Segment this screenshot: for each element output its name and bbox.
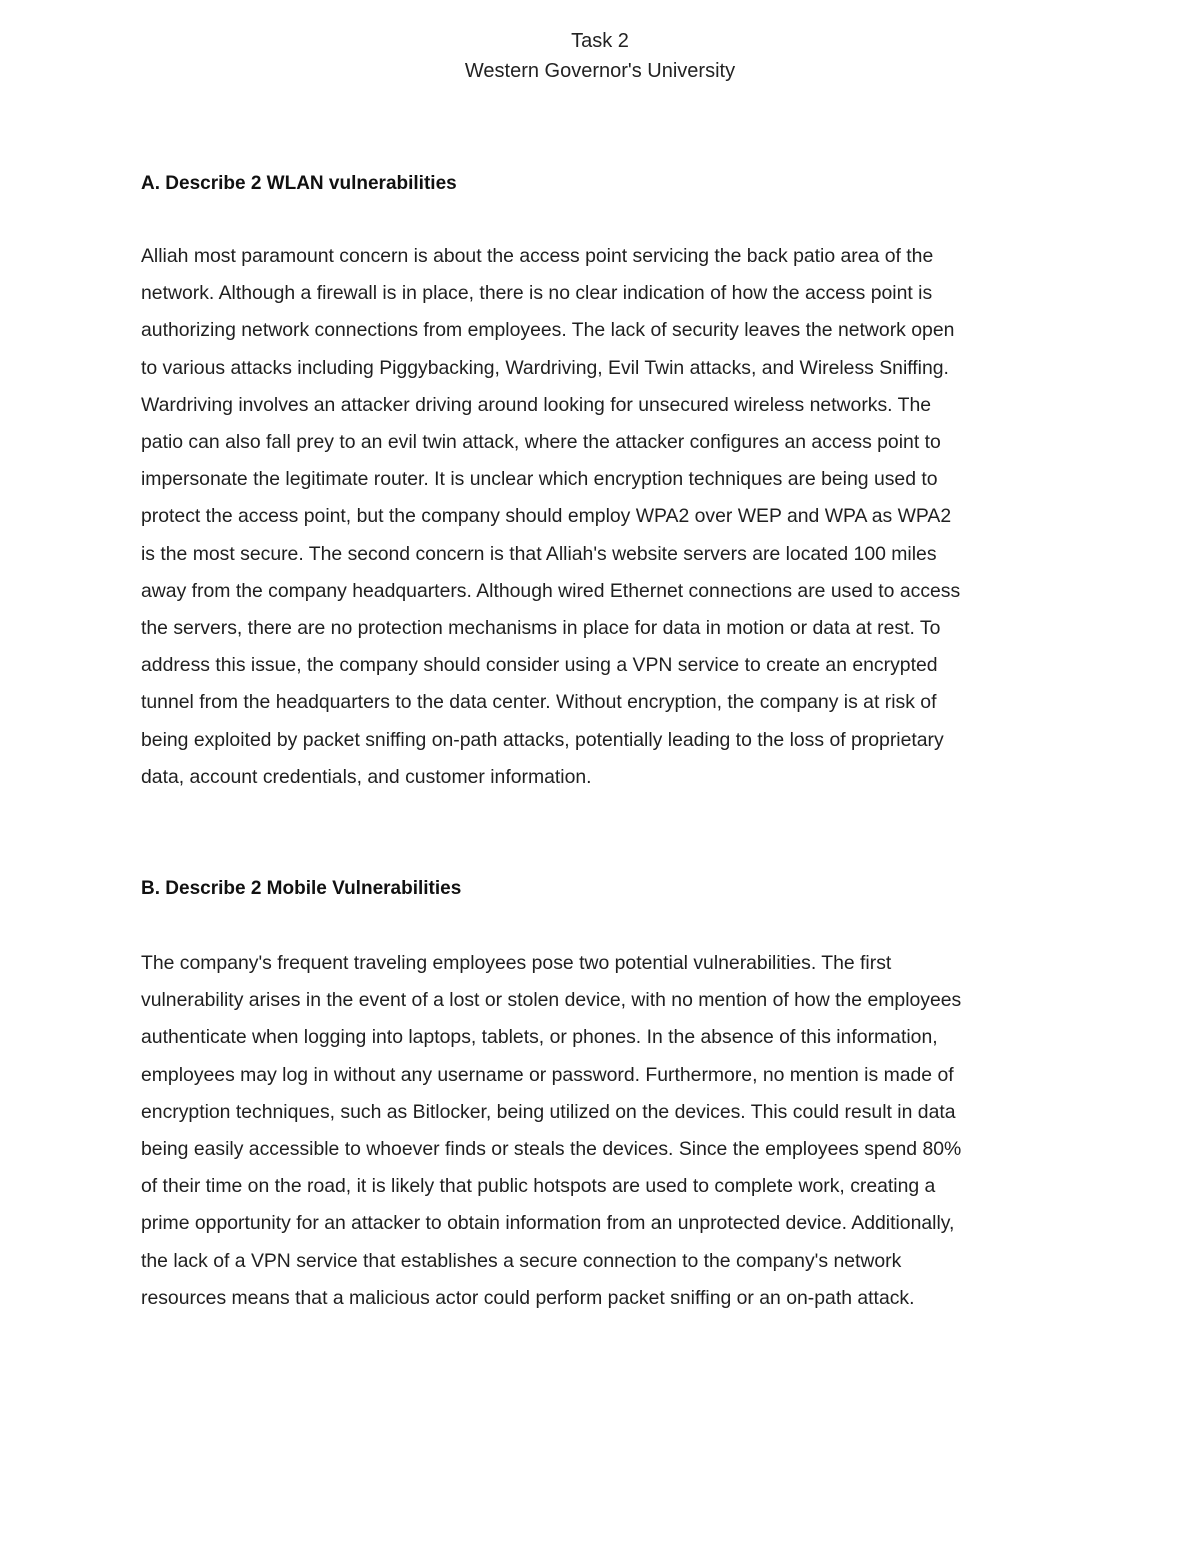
- paragraph-line: patio can also fall prey to an evil twin attack, where the attacker configures an access point to: [141, 431, 941, 454]
- paragraph-line: impersonate the legitimate router. It is unclear which encryption techniques are being used to: [141, 468, 938, 491]
- paragraph-line: Alliah most paramount concern is about the access point servicing the back patio area of the: [141, 245, 934, 267]
- paragraph-line: network. Although a firewall is in place, there is no clear indication of how the access point is: [141, 282, 933, 305]
- section-b-heading: B. Describe 2 Mobile Vulnerabilities: [141, 878, 462, 899]
- paragraph-line: employees may log in without any username or password. Furthermore, no mention is made of: [141, 1063, 954, 1086]
- paragraph-line: authenticate when logging into laptops, tablets, or phones. In the absence of this information,: [141, 1026, 938, 1049]
- paragraph-line: prime opportunity for an attacker to obtain information from an unprotected device. Additionally,: [141, 1212, 955, 1235]
- document-header: [0, 26, 1200, 86]
- paragraph-line: of their time on the road, it is likely that public hotspots are used to complete work, creating a: [141, 1175, 936, 1198]
- paragraph-line: is the most secure. The second concern is that Alliah's website servers are located 100 miles: [141, 542, 937, 565]
- section-a-paragraph: [141, 238, 1066, 796]
- paragraph-line: The company's frequent traveling employees pose two potential vulnerabilities. The first: [141, 952, 892, 974]
- paragraph-line: Wardriving involves an attacker driving around looking for unsecured wireless networks. The: [141, 393, 932, 416]
- paragraph-line: vulnerability arises in the event of a lost or stolen device, with no mention of how the employees: [141, 989, 962, 1012]
- paragraph-line: encryption techniques, such as Bitlocker, being utilized on the devices. This could result in data: [141, 1100, 956, 1123]
- paragraph-line: resources means that a malicious actor could perform packet sniffing or an on-path attack.: [141, 1286, 915, 1309]
- institution-name: Western Governor's University: [464, 60, 736, 82]
- document-title: Task 2: [571, 30, 629, 52]
- paragraph-line: being easily accessible to whoever finds or steals the devices. Since the employees spend 80%: [141, 1138, 962, 1161]
- paragraph-line: tunnel from the headquarters to the data center. Without encryption, the company is at risk of: [141, 691, 937, 714]
- paragraph-line: protect the access point, but the company should employ WPA2 over WEP and WPA as WPA2: [141, 505, 952, 528]
- paragraph-line: being exploited by packet sniffing on-path attacks, potentially leading to the loss of proprietary: [141, 728, 944, 751]
- paragraph-line: the servers, there are no protection mechanisms in place for data in motion or data at rest. To: [141, 617, 941, 640]
- section-b-paragraph: [141, 945, 1066, 1317]
- paragraph-line: the lack of a VPN service that establishes a secure connection to the company's network: [141, 1249, 902, 1272]
- paragraph-line: away from the company headquarters. Although wired Ethernet connections are used to access: [141, 579, 961, 602]
- paragraph-line: to various attacks including Piggybacking, Wardriving, Evil Twin attacks, and Wireless Sniffing.: [141, 356, 949, 379]
- section-a-heading: A. Describe 2 WLAN vulnerabilities: [141, 173, 457, 194]
- paragraph-line: address this issue, the company should consider using a VPN service to create an encrypted: [141, 654, 938, 677]
- paragraph-line: authorizing network connections from employees. The lack of security leaves the network open: [141, 319, 955, 342]
- paragraph-line: data, account credentials, and customer information.: [141, 765, 592, 788]
